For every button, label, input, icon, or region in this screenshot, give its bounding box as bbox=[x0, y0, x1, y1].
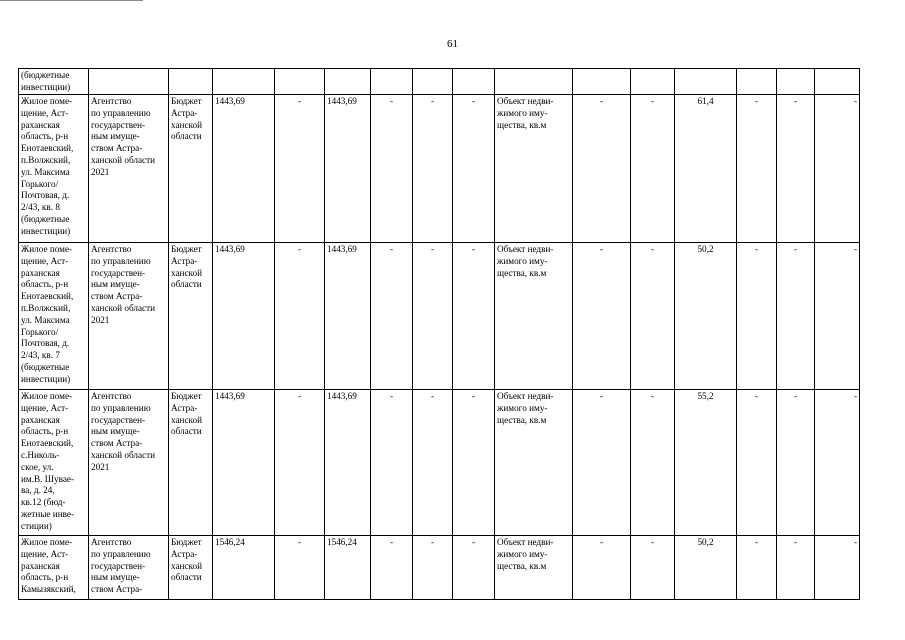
value-cell: - bbox=[413, 536, 453, 600]
empty-cell bbox=[213, 69, 275, 95]
total-cost-cell: 1443,69 bbox=[213, 243, 275, 390]
empty-cell bbox=[169, 69, 213, 95]
funding-source-cell: Бюджет Астра- ханской области bbox=[169, 536, 213, 600]
page-number: 61 bbox=[447, 38, 458, 50]
value-cell: - bbox=[777, 243, 815, 390]
object-cell: Жилое поме- щение, Аст- раханская область, р-н Камызякский, bbox=[19, 536, 89, 600]
value-cell: - bbox=[371, 536, 413, 600]
value-cell: - bbox=[275, 95, 325, 243]
total-cost-cell: 1443,69 bbox=[213, 95, 275, 243]
customer-cell: Агентство по управлению государствен- ным имуще- ством Астра- ханской области 2021 bbox=[89, 390, 169, 536]
empty-cell bbox=[495, 69, 573, 95]
indicator-cell: Объект недви- жимого иму- щества, кв.м bbox=[495, 536, 573, 600]
value-cell: - bbox=[371, 243, 413, 390]
area-cell: 55,2 bbox=[675, 390, 737, 536]
funding-source-cell: Бюджет Астра- ханской области bbox=[169, 243, 213, 390]
value-cell: - bbox=[815, 536, 860, 600]
customer-cell: Агентство по управлению государствен- ным имуще- ством Астра- bbox=[89, 536, 169, 600]
funding-source-cell: Бюджет Астра- ханской области bbox=[169, 390, 213, 536]
value-cell: - bbox=[573, 243, 631, 390]
empty-cell bbox=[631, 69, 675, 95]
value-cell: - bbox=[573, 390, 631, 536]
object-cell: (бюджетные инвестиции) bbox=[19, 69, 89, 95]
object-cell: Жилое поме- щение, Аст- раханская область, р-н Енотаевский, п.Волжский, ул. Максима Горького/ Почтовая, д. 2/43, кв. 8 (бюджетные инвестиции) bbox=[19, 95, 89, 243]
value-cell: - bbox=[413, 243, 453, 390]
investment-table bbox=[18, 68, 860, 600]
customer-cell: Агентство по управлению государствен- ным имуще- ством Астра- ханской области 2021 bbox=[89, 243, 169, 390]
indicator-cell: Объект недви- жимого иму- щества, кв.м bbox=[495, 95, 573, 243]
funding-source-cell: Бюджет Астра- ханской области bbox=[169, 95, 213, 243]
table-row bbox=[19, 69, 860, 95]
empty-cell bbox=[89, 69, 169, 95]
indicator-cell: Объект недви- жимого иму- щества, кв.м bbox=[495, 243, 573, 390]
value-cell: - bbox=[777, 95, 815, 243]
value-cell: - bbox=[453, 390, 495, 536]
value-cell: - bbox=[737, 243, 777, 390]
table-row bbox=[19, 95, 860, 243]
empty-cell bbox=[275, 69, 325, 95]
value-cell: - bbox=[631, 243, 675, 390]
value-cell: - bbox=[737, 95, 777, 243]
area-cell: 50,2 bbox=[675, 536, 737, 600]
value-cell: - bbox=[573, 95, 631, 243]
indicator-cell: Объект недви- жимого иму- щества, кв.м bbox=[495, 390, 573, 536]
total-cost-cell: 1443,69 bbox=[213, 390, 275, 536]
value-cell: 1546,24 bbox=[325, 536, 371, 600]
scan-edge-line bbox=[0, 0, 143, 1]
value-cell: - bbox=[275, 243, 325, 390]
object-cell: Жилое поме- щение, Аст- раханская область, р-н Енотаевский, п.Волжский, ул. Максима Горького/ Почтовая, д. 2/43, кв. 7 (бюджетные инвестиции) bbox=[19, 243, 89, 390]
value-cell: - bbox=[453, 536, 495, 600]
area-cell: 61,4 bbox=[675, 95, 737, 243]
area-cell: 50,2 bbox=[675, 243, 737, 390]
value-cell: - bbox=[815, 95, 860, 243]
value-cell: - bbox=[631, 390, 675, 536]
value-cell: - bbox=[815, 390, 860, 536]
value-cell: 1443,69 bbox=[325, 95, 371, 243]
empty-cell bbox=[815, 69, 860, 95]
value-cell: - bbox=[413, 390, 453, 536]
empty-cell bbox=[777, 69, 815, 95]
customer-cell: Агентство по управлению государствен- ным имуще- ством Астра- ханской области 2021 bbox=[89, 95, 169, 243]
value-cell: - bbox=[453, 243, 495, 390]
empty-cell bbox=[737, 69, 777, 95]
value-cell: - bbox=[413, 95, 453, 243]
value-cell: - bbox=[371, 390, 413, 536]
value-cell: - bbox=[371, 95, 413, 243]
value-cell: - bbox=[777, 390, 815, 536]
value-cell: - bbox=[815, 243, 860, 390]
empty-cell bbox=[325, 69, 371, 95]
value-cell: - bbox=[453, 95, 495, 243]
table-row bbox=[19, 390, 860, 536]
value-cell: - bbox=[275, 390, 325, 536]
value-cell: - bbox=[777, 536, 815, 600]
total-cost-cell: 1546,24 bbox=[213, 536, 275, 600]
empty-cell bbox=[675, 69, 737, 95]
value-cell: 1443,69 bbox=[325, 243, 371, 390]
table-row bbox=[19, 536, 860, 600]
empty-cell bbox=[453, 69, 495, 95]
value-cell: - bbox=[631, 536, 675, 600]
empty-cell bbox=[413, 69, 453, 95]
value-cell: - bbox=[275, 536, 325, 600]
object-cell: Жилое поме- щение, Аст- раханская область, р-н Енотаевский, с.Николь- ское, ул. им.В. Шувае- ва, д. 24, кв.12 (бюд- жетные инве- стиции) bbox=[19, 390, 89, 536]
value-cell: - bbox=[631, 95, 675, 243]
empty-cell bbox=[573, 69, 631, 95]
value-cell: - bbox=[737, 390, 777, 536]
value-cell: 1443,69 bbox=[325, 390, 371, 536]
value-cell: - bbox=[737, 536, 777, 600]
empty-cell bbox=[371, 69, 413, 95]
table-row bbox=[19, 243, 860, 390]
value-cell: - bbox=[573, 536, 631, 600]
